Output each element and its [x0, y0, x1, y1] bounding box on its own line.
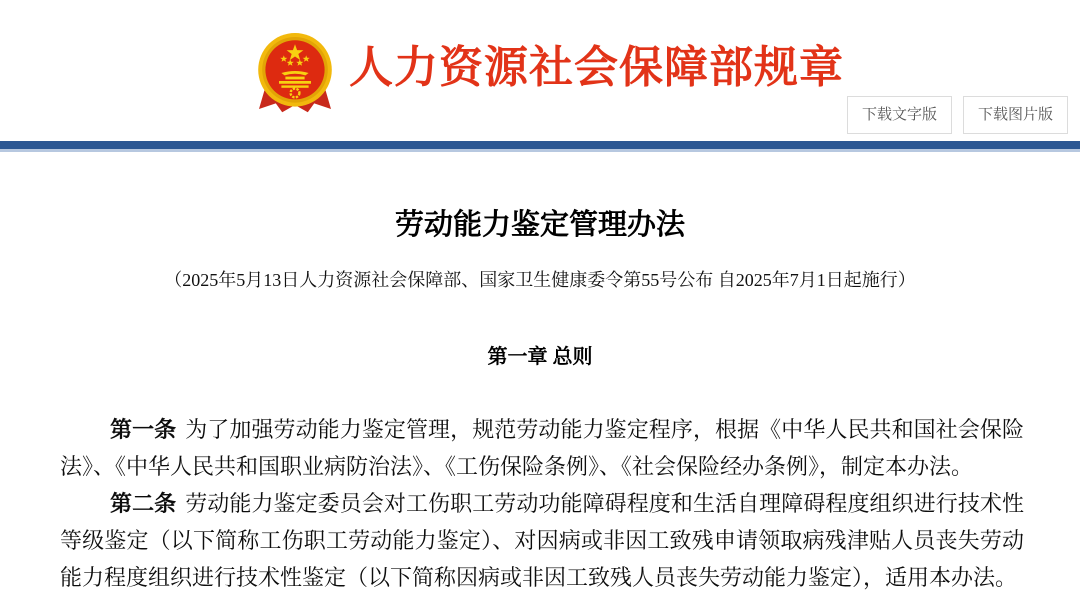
article-1-label: 第一条 — [110, 417, 177, 442]
article-paragraph-1 — [60, 411, 1024, 485]
chapter-heading: 第一章 总则 — [487, 346, 593, 368]
article-2-text: 劳动能力鉴定委员会对工伤职工劳动功能障碍程度和生活自理障碍程度组织进行技术性等级鉴定（以下简称工伤职工劳动能力鉴定）、对因病或非因工致残申请领取病残津贴人员丧失劳动能力程度组织进行技术性鉴定（以下简称因病或非因工致残人员丧失劳动能力鉴定），适用本办法。 — [60, 491, 1024, 590]
download-text-version-button[interactable]: 下载文字版 — [847, 96, 952, 134]
article-paragraph-2 — [60, 485, 1024, 596]
china-national-emblem-icon — [255, 31, 335, 115]
article-2-label: 第二条 — [110, 491, 177, 516]
promulgation-note: （2025年5月13日人力资源社会保障部、国家卫生健康委令第55号公布 自2025年7月1日起施行） — [164, 270, 916, 290]
document-title: 劳动能力鉴定管理办法 — [394, 209, 685, 241]
download-image-version-button[interactable]: 下载图片版 — [963, 96, 1068, 134]
download-buttons — [847, 96, 1068, 134]
article-1-text: 为了加强劳动能力鉴定管理，规范劳动能力鉴定程序，根据《中华人民共和国社会保险法》、《中华人民共和国职业病防治法》、《工伤保险条例》、《社会保险经办条例》，制定本办法。 — [60, 417, 1024, 479]
divider-bar — [0, 141, 1080, 152]
document-body — [60, 411, 1024, 596]
document-area — [0, 208, 1080, 596]
agency-masthead-title: 人力资源社会保障部规章 — [349, 43, 844, 92]
masthead — [0, 0, 1080, 141]
